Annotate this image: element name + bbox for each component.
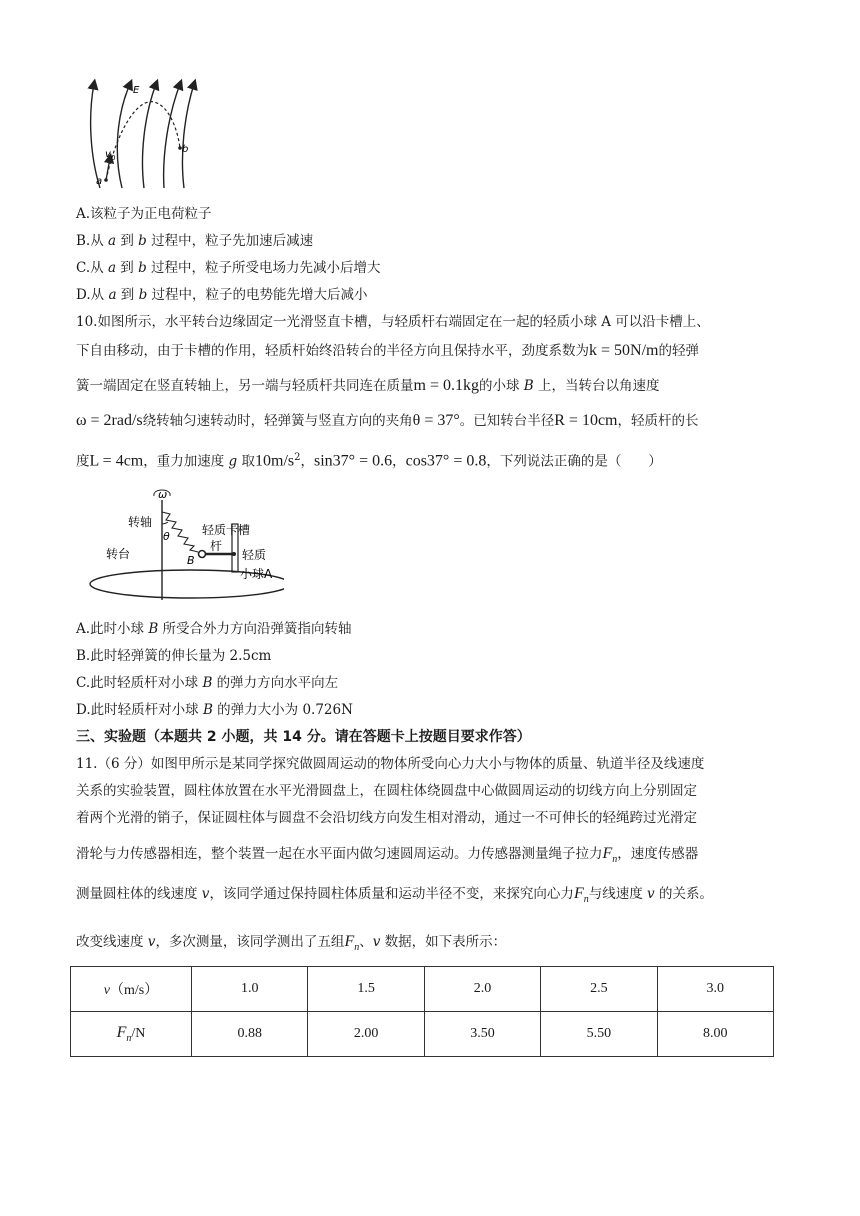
q10-option-b: B.此时轻弹簧的伸长量为 2.5cm: [76, 648, 272, 664]
q10-stem-line3: 簧一端固定在竖直转轴上，另一端与轻质杆共同连在质量m = 0.1kg的小球 B 上，当转台以角速度: [76, 377, 660, 394]
field-line-4: [164, 84, 180, 188]
q9-option-d: D.从 a 到 b 过程中，粒子的电势能先增大后减小: [76, 287, 368, 303]
q11-stem-line1: 11.（6 分）如图甲所示是某同学探究做圆周运动的物体所受向心力大小与物体的质量、轨道半径及线速度: [76, 756, 705, 772]
q10-stem-line4: ω = 2rad/s绕转轴匀速转动时，轻弹簧与竖直方向的夹角θ = 37°。已知转台半径R = 10cm，轻质杆的长: [76, 412, 699, 429]
electric-field-figure: [84, 76, 204, 192]
table-cell: 0.88: [192, 1012, 308, 1057]
label-axis: 转轴: [128, 515, 153, 529]
table-cell: 2.0: [424, 967, 540, 1012]
q10-option-c: C.此时轻质杆对小球 B 的弹力方向水平向左: [76, 675, 339, 691]
q10-option-a: A.此时小球 B 所受合外力方向沿弹簧指向转轴: [76, 621, 352, 637]
q11-stem-line2: 关系的实验装置，圆柱体放置在水平光滑圆盘上，在圆柱体绕圆盘中心做圆周运动的切线方向上分别固定: [76, 783, 697, 799]
label-light: 轻质: [242, 548, 267, 562]
label-E: E: [133, 85, 140, 96]
angle-arc: [162, 522, 168, 524]
label-slot: 轻质卡槽: [202, 523, 251, 537]
label-a: a: [96, 176, 103, 187]
q10-stem-line5: 度L = 4cm，重力加速度 g 取$10m/s^2$，sin37° = 0.6，cos37° = 0.8，下列说法正确的是（ ）: [76, 452, 662, 470]
q9-option-c: C.从 a 到 b 过程中，粒子所受电场力先减小后增大: [76, 260, 381, 276]
field-line-3: [143, 84, 157, 188]
field-line-1: [91, 84, 103, 188]
label-b: b: [182, 144, 189, 155]
label-turntable: 转台: [106, 547, 131, 561]
section-3-heading: 三、实验题（本题共 2 小题，共 14 分。请在答题卡上按题目要求作答）: [76, 729, 531, 745]
q9-option-a: A.该粒子为正电荷粒子: [76, 206, 212, 222]
table-row-force: [71, 1012, 774, 1057]
v0-arrow: [106, 158, 110, 180]
ball-B: [199, 551, 206, 558]
q11-stem-line6: 改变线速度 v，多次测量，该同学测出了五组$F_n$、v 数据，如下表所示：: [76, 933, 507, 954]
table-cell: 1.5: [308, 967, 424, 1012]
table-header-force: $F_n/N$: [71, 1012, 192, 1057]
label-v0: v: [105, 149, 111, 160]
label-theta: θ: [163, 530, 170, 543]
table-cell: 2.5: [541, 967, 657, 1012]
table-cell: 2.00: [308, 1012, 424, 1057]
label-v0-sub: 0: [111, 154, 116, 162]
velocity-force-table: [70, 966, 774, 1057]
table-cell: 3.50: [424, 1012, 540, 1057]
label-B: B: [187, 554, 195, 567]
label-ballA: 小球A: [240, 567, 273, 581]
table-cell: 5.50: [541, 1012, 657, 1057]
table-row-velocity: [71, 967, 774, 1012]
field-line-5: [182, 84, 194, 188]
turntable-figure: [84, 484, 284, 606]
q11-stem-line4: 滑轮与力传感器相连，整个装置一起在水平面内做匀速圆周运动。力传感器测量绳子拉力$F_n$，速度传感器: [76, 845, 699, 866]
point-a: [104, 178, 108, 182]
label-rod: 杆: [210, 539, 223, 553]
ball-A: [232, 552, 236, 556]
table-header-velocity: v（m/s）: [71, 967, 192, 1012]
q10-stem-line1: 10.如图所示，水平转台边缘固定一光滑竖直卡槽，与轻质杆右端固定在一起的轻质小球 A 可以沿卡槽上、: [76, 314, 710, 330]
field-line-2: [117, 84, 130, 188]
q9-option-b: B.从 a 到 b 过程中，粒子先加速后减速: [76, 233, 314, 249]
q11-stem-line5: 测量圆柱体的线速度 v，该同学通过保持圆柱体质量和运动半径不变，来探究向心力$F_n$与线速度 v 的关系。: [76, 885, 713, 906]
q10-option-d: D.此时轻质杆对小球 B 的弹力大小为 0.726N: [76, 702, 353, 718]
q11-stem-line3: 着两个光滑的销子，保证圆柱体与圆盘不会沿切线方向发生相对滑动，通过一不可伸长的轻绳跨过光滑定: [76, 810, 697, 826]
table-cell: 1.0: [192, 967, 308, 1012]
table-cell: 3.0: [657, 967, 773, 1012]
table-cell: 8.00: [657, 1012, 773, 1057]
q10-stem-line2: 下自由移动，由于卡槽的作用，轻质杆始终沿转台的半径方向且保持水平，劲度系数为k = 50N/m的轻弹: [76, 342, 699, 359]
label-omega: ω: [158, 488, 168, 501]
